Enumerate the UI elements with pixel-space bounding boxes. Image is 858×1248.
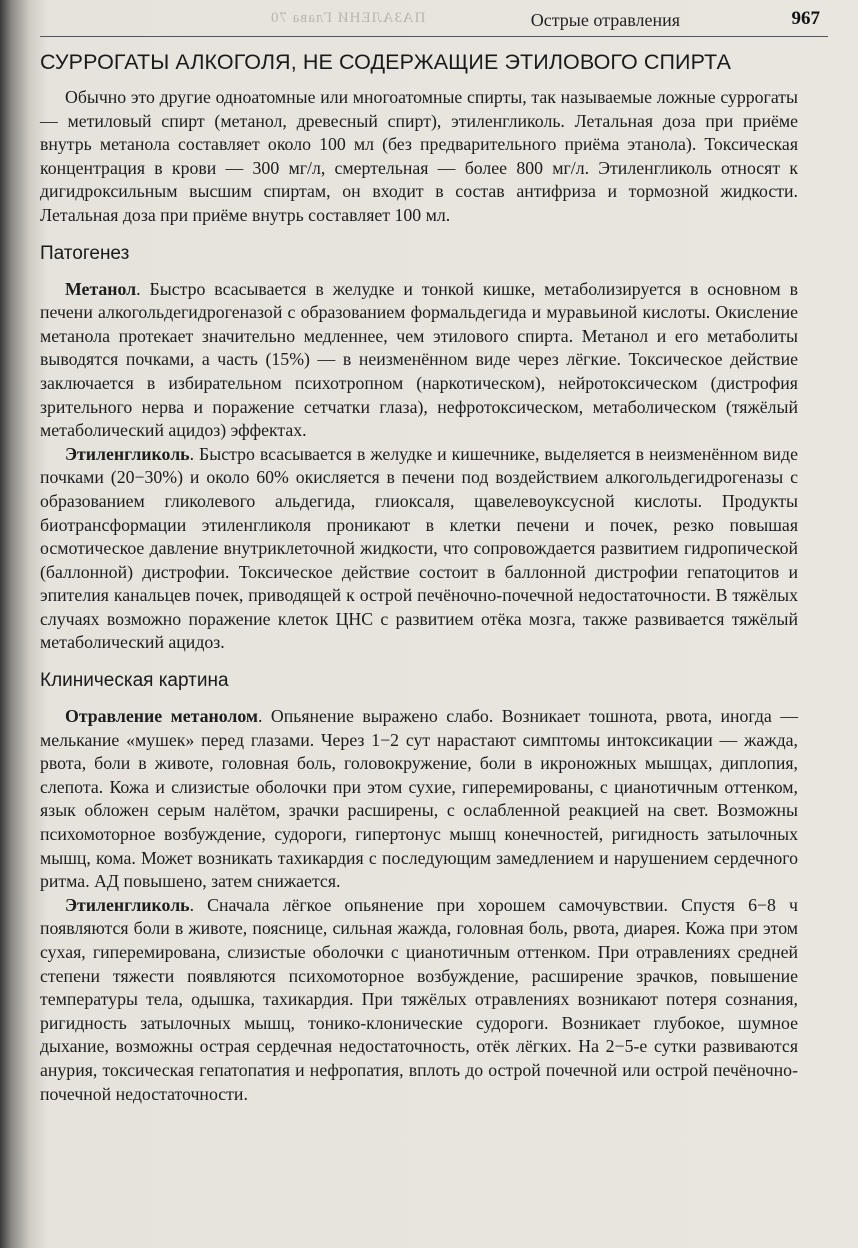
- clinical-ethylene-text: . Сначала лёгкое опьянение при хорошем самочувствии. Спустя 6−8 ч появляются боли в животе, пояснице, сильная жажда, головная боль, рвота, диарея. Кожа при этом сухая, гиперемирована, слизистые оболочки с цианотичным оттенком. При отравлениях средней степени тяжести появляются психомоторное возбуждение, расширение зрачков, повышение температуры тела, одышка, тахикардия. При тяжёлых отравлениях возникают потеря сознания, ригидность затылочных мышц, тонико-клонические судороги. Возникает глубокое, шумное дыхание, возможны острая сердечная недостаточность, отёк лёгких. На 2−5-е сутки развиваются анурия, токсическая гепатопатия и нефропатия, вплоть до острой почечной или острой печёночно-почечной недостаточности.: [40, 894, 798, 1104]
- pathogenesis-methanol-paragraph: [40, 278, 798, 443]
- page-header: [0, 4, 858, 36]
- clinical-ethylene-term: Этиленгликоль: [65, 894, 190, 915]
- bleed-through-text: ПАЗАЛЕНИ Глава 70: [270, 10, 426, 26]
- clinical-ethylene-paragraph: [40, 894, 798, 1106]
- ethylene-glycol-term: Этиленгликоль: [65, 443, 190, 464]
- clinical-methanol-paragraph: [40, 705, 798, 894]
- methanol-text: . Быстро всасывается в желудке и тонкой кишке, метаболизируется в основном в печени алкогольдегидрогеназой с образованием формальдегида и муравьиной кислоты. Окисление метанола протекает значительно медленнее, чем этилового спирта. Метанол и его метаболиты выводятся почками, а часть (15%) — в неизменённом виде через лёгкие. Токсическое действие заключается в избирательном психотропном (наркотическом), нейротоксическом (дистрофия зрительного нерва и поражение сетчатки глаза), нефротоксическом, метаболическом (тяжёлый метаболический ацидоз) эффектах.: [40, 278, 798, 441]
- pathogenesis-ethylene-paragraph: [40, 443, 798, 655]
- running-title: Острые отравления: [530, 10, 680, 30]
- methanol-term: Метанол: [65, 278, 137, 299]
- header-rule: [40, 36, 828, 37]
- clinical-heading: Клиническая картина: [40, 670, 229, 692]
- page-number: 967: [791, 8, 820, 29]
- intro-paragraph: Обычно это другие одноатомные или многоатомные спирты, так называемые ложные суррогаты — метиловый спирт (метанол, древесный спирт), этиленгликоль. Летальная доза при приёме внутрь метанола составляет около 100 мл (без предварительного приёма этанола). Токсическая концентрация в крови — 300 мг/л, смертельная — более 800 мг/л. Этиленгликоль относят к дигидроксильным высшим спиртам, он входит в состав антифриза и тормозной жидкости. Летальная доза при приёме внутрь составляет 100 мл.: [40, 87, 798, 225]
- methanol-poisoning-text: . Опьянение выражено слабо. Возникает тошнота, рвота, иногда — мелькание «мушек» перед глазами. Через 1−2 сут нарастают симптомы интоксикации — жажда, рвота, боли в животе, головная боль, головокружение, боли в икроножных мышцах, диплопия, слепота. Кожа и слизистые оболочки при этом сухие, гиперемированы, с цианотичным оттенком, язык обложен серым налётом, зрачки расширены, с ослабленной реакцией на свет. Возможны психомоторное возбуждение, судороги, гипертонус мышц конечностей, ригидность затылочных мышц, кома. Может возникать тахикардия с последующим замедлением и нарушением сердечного ритма. АД повышено, затем снижается.: [40, 706, 799, 892]
- ethylene-glycol-text: . Быстро всасывается в желудке и кишечнике, выделяется в неизменённом виде почками (20−30%) и около 60% окисляется в печени под воздействием алкогольдегидрогеназы с образованием гликолевого альдегида, глиоксаля, щавелевоуксусной кислоты. Продукты биотрансформации этиленгликоля проникают в клетки печени и почек, резко повышая осмотическое давление внутриклеточной жидкости, что сопровождается развитием гидропической (баллонной) дистрофии. Токсическое действие состоит в баллонной дистрофии гепатоцитов и эпителия канальцев почек, приводящей к острой печёночно-почечной недостаточности. В тяжёлых случаях возможно поражение клеток ЦНС с развитием отёка мозга, также развивается тяжёлый метаболический ацидоз.: [40, 443, 798, 653]
- section-title: СУРРОГАТЫ АЛКОГОЛЯ, НЕ СОДЕРЖАЩИЕ ЭТИЛОВОГО СПИРТА: [40, 50, 732, 74]
- pathogenesis-heading: Патогенез: [40, 242, 130, 264]
- methanol-poisoning-term: Отравление метанолом: [65, 706, 259, 727]
- page-content: [40, 50, 798, 1106]
